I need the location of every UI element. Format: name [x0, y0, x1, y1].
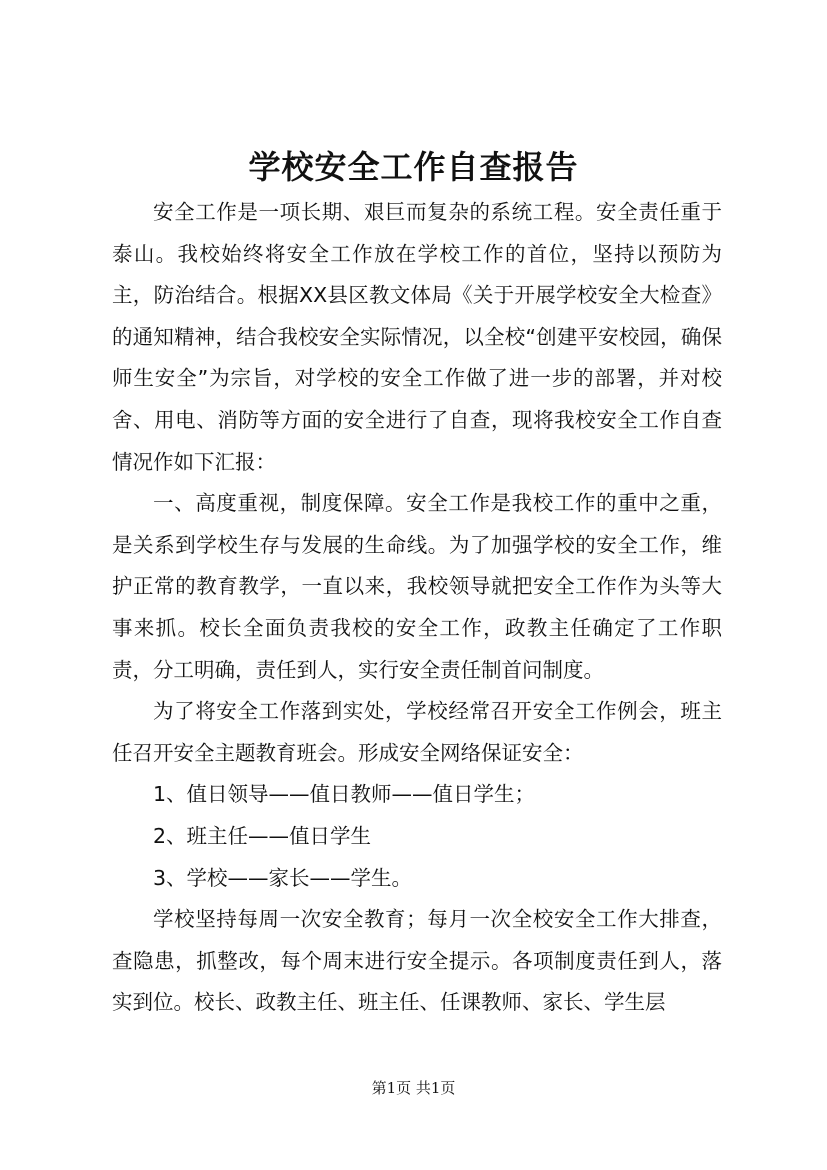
list-item-network-2: 2、班主任——值日学生 [153, 823, 372, 848]
paragraph-safety-network: 为了将安全工作落到实处，学校经常召开安全工作例会，班主任召开安全主题教育班会。形成安全网络保证安全： [112, 699, 722, 765]
document-title: 学校安全工作自查报告 [248, 148, 579, 186]
list-item-network-3: 3、学校——家长——学生。 [153, 865, 413, 890]
paragraph-intro: 安全工作是一项长期、艰巨而复杂的系统工程。安全责任重于泰山。我校始终将安全工作放在学校工作的首位，坚持以预防为主，防治结合。根据XX县区教文体局《关于开展学校安全大检查》的通知精神，结合我校安全实际情况，以全校“创建平安校园，确保师生安全”为宗旨，对学校的安全工作做了进一步的部署，并对校舍、用电、消防等方面的安全进行了自查，现将我校安全工作自查情况作如下汇报： [112, 200, 722, 474]
list-item-network-1: 1、值日领导——值日教师——值日学生； [153, 782, 536, 807]
paragraph-weekly-education: 学校坚持每周一次安全教育；每月一次全校安全工作大排查，查隐患，抓整改，每个周末进行安全提示。各项制度责任到人，落实到位。校长、政教主任、班主任、任课教师、家长、学生层 [112, 907, 722, 1015]
page-footer: 第1页 共1页 [371, 1079, 456, 1097]
document-body [112, 192, 722, 1024]
paragraph-section-one: 一、高度重视，制度保障。安全工作是我校工作的重中之重，是关系到学校生存与发展的生命线。为了加强学校的安全工作，维护正常的教育教学，一直以来，我校领导就把安全工作作为头等大事来抓。校长全面负责我校的安全工作，政教主任确定了工作职责，分工明确，责任到人，实行安全责任制首问制度。 [112, 491, 722, 682]
